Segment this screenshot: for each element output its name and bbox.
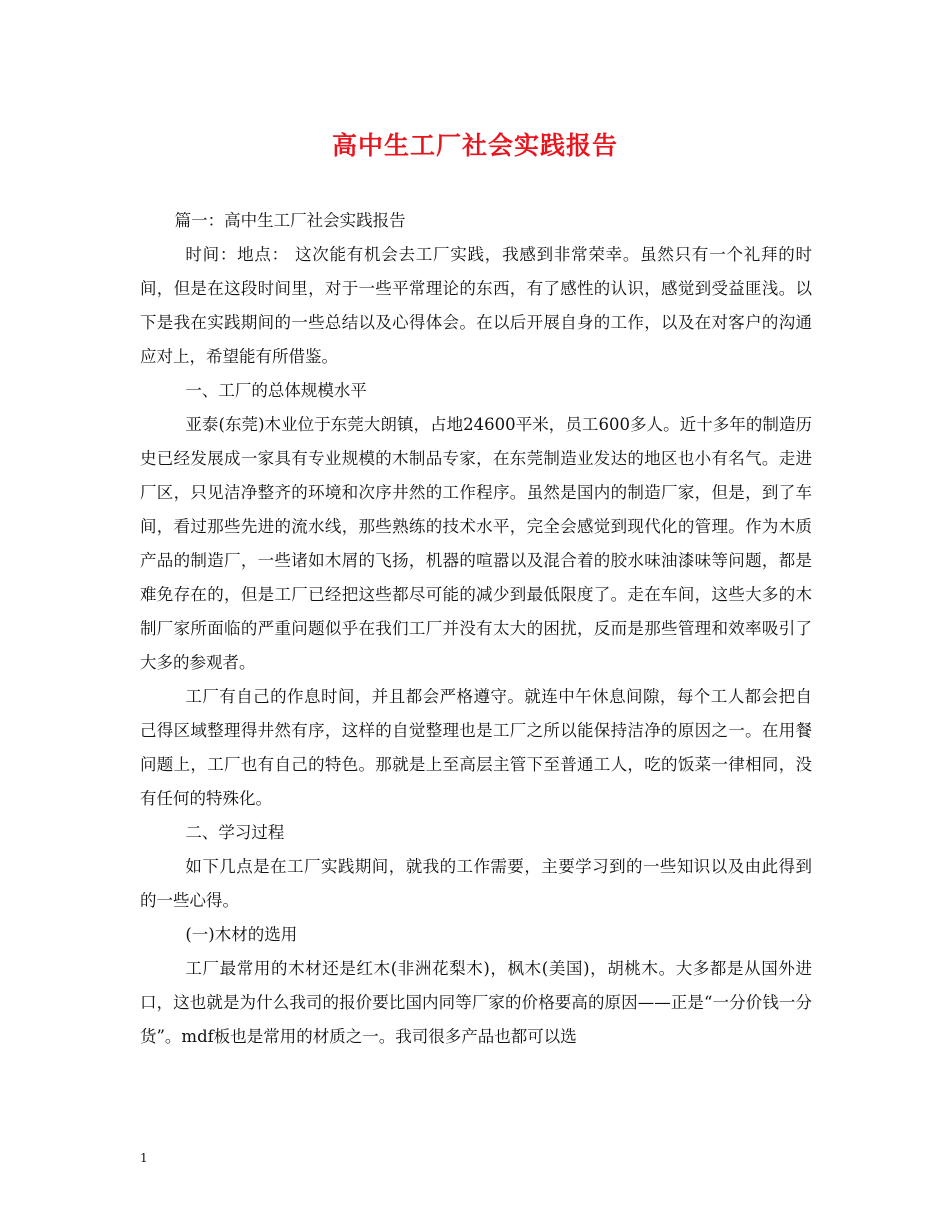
document-body — [140, 204, 812, 1054]
section-heading-factory-scale: 一、工厂的总体规模水平 — [185, 381, 367, 400]
page-number: 1 — [140, 1151, 148, 1165]
document-title: 高中生工厂社会实践报告 — [331, 131, 618, 160]
section-heading-part-one: 篇一：高中生工厂社会实践报告 — [174, 211, 406, 230]
subsection-heading-wood-selection: (一)木材的选用 — [185, 925, 298, 944]
paragraph-intro: 时间：地点： 这次能有机会去工厂实践，我感到非常荣幸。虽然只有一个礼拜的时间，但是在这段时间里，对于一些平常理论的东西，有了感性的认识，感觉到受益匪浅。以下是我在实践期间的一些总结以及心得体会。在以后开展自身的工作，以及在对客户的沟通应对上，希望能有所借鉴。 — [140, 245, 812, 366]
paragraph-work-schedule: 工厂有自己的作息时间，并且都会严格遵守。就连中午休息间隙，每个工人都会把自己得区域整理得井然有序，这样的自觉整理也是工厂之所以能保持洁净的原因之一。在用餐问题上，工厂也有自己的特色。那就是上至高层主管下至普通工人，吃的饭菜一律相同，没有任何的特殊化。 — [140, 687, 812, 808]
paragraph-learning-intro: 如下几点是在工厂实践期间，就我的工作需要，主要学习到的一些知识以及由此得到的一些心得。 — [140, 857, 812, 910]
section-heading-learning-process: 二、学习过程 — [185, 823, 285, 842]
paragraph-factory-overview: 亚泰(东莞)木业位于东莞大朗镇，占地24600平米，员工600多人。近十多年的制造历史已经发展成一家具有专业规模的木制品专家，在东莞制造业发达的地区也小有名气。走进厂区，只见洁净整齐的环境和次序井然的工作程序。虽然是国内的制造厂家，但是，到了车间，看过那些先进的流水线，那些熟练的技术水平，完全会感觉到现代化的管理。作为木质产品的制造厂，一些诸如木屑的飞扬，机器的喧嚣以及混合着的胶水味油漆味等问题，都是难免存在的，但是工厂已经把这些都尽可能的减少到最低限度了。走在车间，这些大多的木制厂家所面临的严重问题似乎在我们工厂并没有太大的困扰，反而是那些管理和效率吸引了大多的参观者。 — [140, 415, 812, 672]
paragraph-wood-types: 工厂最常用的木材还是红木(非洲花梨木)，枫木(美国)，胡桃木。大多都是从国外进口，这也就是为什么我司的报价要比国内同等厂家的价格要高的原因——正是“一分价钱一分货”。mdf板也是常用的材质之一。我司很多产品也都可以选 — [140, 959, 812, 1046]
